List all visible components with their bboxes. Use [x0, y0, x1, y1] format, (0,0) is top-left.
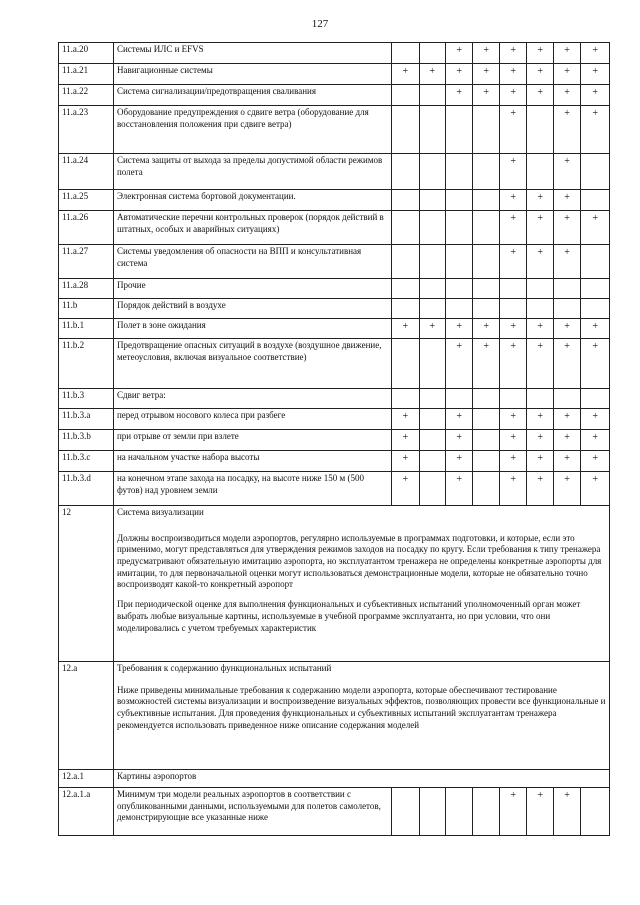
mark-cell: +: [445, 451, 472, 472]
mark-cell: +: [553, 409, 580, 430]
row-code: 11.b.3.a: [59, 409, 114, 430]
mark-cell: +: [527, 43, 553, 64]
mark-cell: [419, 430, 445, 451]
mark-cell: [419, 85, 445, 106]
mark-cell: +: [553, 339, 580, 389]
mark-cell: +: [392, 64, 419, 85]
mark-cell: +: [553, 106, 580, 154]
mark-cell: [392, 211, 419, 245]
mark-cell: +: [581, 43, 610, 64]
mark-cell: +: [473, 339, 499, 389]
mark-cell: +: [553, 472, 580, 506]
mark-cell: +: [473, 85, 499, 106]
mark-cell: [392, 389, 419, 409]
mark-cell: [527, 389, 553, 409]
table-row: [59, 430, 610, 451]
table-row: [59, 339, 610, 389]
mark-cell: [473, 409, 499, 430]
row-code: 11.b.3.d: [59, 472, 114, 506]
row-code: 11.a.28: [59, 279, 114, 299]
mark-cell: +: [527, 788, 553, 836]
mark-cell: +: [553, 451, 580, 472]
mark-cell: [419, 245, 445, 279]
row-text: Системы уведомления об опасности на ВПП и консультативная система: [113, 245, 391, 279]
mark-cell: [445, 389, 472, 409]
mark-cell: [392, 154, 419, 190]
mark-cell: +: [392, 451, 419, 472]
table-body: [59, 43, 610, 506]
row-code: 11.b.3: [59, 389, 114, 409]
mark-cell: +: [527, 211, 553, 245]
mark-cell: +: [553, 64, 580, 85]
table-row: [59, 472, 610, 506]
mark-cell: [419, 190, 445, 211]
mark-cell: +: [445, 43, 472, 64]
mark-cell: [527, 299, 553, 319]
row-code: 11.a.24: [59, 154, 114, 190]
row-text: Система сигнализации/предотвращения сваливания: [113, 85, 391, 106]
mark-cell: +: [392, 430, 419, 451]
table-row: [59, 190, 610, 211]
mark-cell: +: [392, 409, 419, 430]
mark-cell: +: [581, 430, 610, 451]
mark-cell: [392, 106, 419, 154]
row-text: Система защиты от выхода за пределы допустимой области режимов полета: [113, 154, 391, 190]
mark-cell: +: [553, 190, 580, 211]
mark-cell: [473, 279, 499, 299]
row-code: 12: [59, 506, 114, 662]
mark-cell: [581, 279, 610, 299]
mark-cell: +: [499, 451, 526, 472]
mark-cell: [581, 154, 610, 190]
mark-cell: +: [527, 430, 553, 451]
mark-cell: [473, 389, 499, 409]
mark-cell: +: [473, 64, 499, 85]
mark-cell: +: [553, 245, 580, 279]
row-code: 11.b.2: [59, 339, 114, 389]
row-text: Автоматические перечни контрольных проверок (порядок действий в штатных, особых и аварийных ситуациях): [113, 211, 391, 245]
row-code: 11.a.22: [59, 85, 114, 106]
mark-cell: [445, 279, 472, 299]
row-text: при отрыве от земли при взлете: [113, 430, 391, 451]
mark-cell: [419, 788, 445, 836]
mark-cell: [445, 299, 472, 319]
mark-cell: +: [499, 43, 526, 64]
mark-cell: +: [581, 106, 610, 154]
mark-cell: [553, 279, 580, 299]
mark-cell: [473, 430, 499, 451]
mark-cell: +: [581, 211, 610, 245]
mark-cell: [473, 154, 499, 190]
mark-cell: [553, 389, 580, 409]
mark-cell: +: [553, 319, 580, 339]
mark-cell: +: [499, 64, 526, 85]
mark-cell: +: [581, 85, 610, 106]
mark-cell: [445, 245, 472, 279]
mark-cell: [419, 154, 445, 190]
mark-cell: +: [499, 106, 526, 154]
section-12-title: Система визуализации: [116, 507, 204, 517]
mark-cell: [473, 788, 499, 836]
mark-cell: +: [499, 245, 526, 279]
mark-cell: +: [553, 788, 580, 836]
mark-cell: [473, 245, 499, 279]
mark-cell: [445, 154, 472, 190]
table-row-12a: [59, 662, 610, 770]
row-text: Минимум три модели реальных аэропортов в соответствии с опубликованными данными, используемыми для полетов самолетов, демонстрирующие все указанные ниже: [113, 788, 391, 836]
section-12-paragraph-1: Должны воспроизводиться модели аэропортов, регулярно используемые в программах подготовки, и которые, если это применимо, могут представляться для утверждения режимов заходов на посадку по кругу. Если требования к типу тренажера предусматривают обязательную имитацию аэропорта, но эксплуатантом тренажера не определены конкретные аэропорты для имитации, то для первоначальной оценки могут использоваться демонстрационные модели, которые не обязательно точно воспроизводят какой-то конкретный аэропорт: [116, 532, 602, 590]
mark-cell: +: [445, 409, 472, 430]
mark-cell: [553, 299, 580, 319]
mark-cell: +: [499, 409, 526, 430]
mark-cell: [392, 299, 419, 319]
row-code: 11.a.20: [59, 43, 114, 64]
mark-cell: +: [445, 339, 472, 389]
mark-cell: [419, 211, 445, 245]
mark-cell: [473, 211, 499, 245]
mark-cell: +: [445, 319, 472, 339]
section-12-text: [113, 506, 609, 662]
row-text: перед отрывом носового колеса при разбеге: [113, 409, 391, 430]
mark-cell: +: [499, 190, 526, 211]
mark-cell: +: [581, 409, 610, 430]
row-code: 11.b.3.b: [59, 430, 114, 451]
page-number: 127: [311, 18, 329, 30]
section-12-body: [59, 506, 610, 836]
mark-cell: [392, 279, 419, 299]
mark-cell: +: [553, 43, 580, 64]
row-code: 11.a.21: [59, 64, 114, 85]
mark-cell: [445, 106, 472, 154]
row-code: 12.a.1: [59, 770, 114, 788]
mark-cell: [392, 339, 419, 389]
mark-cell: +: [499, 339, 526, 389]
row-text: Электронная система бортовой документации.: [113, 190, 391, 211]
mark-cell: +: [473, 43, 499, 64]
mark-cell: +: [445, 430, 472, 451]
table-row: [59, 211, 610, 245]
mark-cell: [419, 279, 445, 299]
row-code: 11.b.1: [59, 319, 114, 339]
mark-cell: +: [499, 430, 526, 451]
mark-cell: +: [527, 85, 553, 106]
table-row: [59, 389, 610, 409]
mark-cell: +: [499, 788, 526, 836]
table-row: [59, 106, 610, 154]
mark-cell: +: [581, 472, 610, 506]
row-text: Навигационные системы: [113, 64, 391, 85]
mark-cell: +: [499, 85, 526, 106]
mark-cell: +: [473, 319, 499, 339]
mark-cell: +: [527, 64, 553, 85]
row-code: 11.a.25: [59, 190, 114, 211]
row-code: 12.a: [59, 662, 114, 770]
table-row: [59, 409, 610, 430]
mark-cell: +: [445, 85, 472, 106]
mark-cell: [527, 154, 553, 190]
row-text: Порядок действий в воздухе: [113, 299, 391, 319]
mark-cell: +: [392, 472, 419, 506]
mark-cell: [499, 279, 526, 299]
mark-cell: +: [419, 319, 445, 339]
row-text: Системы ИЛС и EFVS: [113, 43, 391, 64]
mark-cell: +: [499, 319, 526, 339]
table-row-12: [59, 506, 610, 662]
mark-cell: +: [553, 211, 580, 245]
mark-cell: [581, 788, 610, 836]
mark-cell: [419, 409, 445, 430]
row-text: Предотвращение опасных ситуаций в воздухе (воздушное движение, метеоусловия, включая визуальное соответствие): [113, 339, 391, 389]
mark-cell: [419, 43, 445, 64]
table-row-12a1a: [59, 788, 610, 836]
mark-cell: [581, 245, 610, 279]
mark-cell: [445, 788, 472, 836]
row-code: 11.b: [59, 299, 114, 319]
mark-cell: [445, 190, 472, 211]
mark-cell: +: [581, 64, 610, 85]
row-text: Полет в зоне ожидания: [113, 319, 391, 339]
table-row: [59, 299, 610, 319]
mark-cell: [473, 472, 499, 506]
table-row: [59, 85, 610, 106]
mark-cell: [419, 299, 445, 319]
row-code: 11.b.3.c: [59, 451, 114, 472]
table-row-12a1: [59, 770, 610, 788]
row-text: Картины аэропортов: [113, 770, 609, 788]
mark-cell: +: [445, 64, 472, 85]
row-code: 11.a.26: [59, 211, 114, 245]
table-row: [59, 154, 610, 190]
section-12a-title: Требования к содержанию функциональных испытаний: [116, 663, 332, 673]
mark-cell: [392, 788, 419, 836]
mark-cell: [473, 451, 499, 472]
mark-cell: [392, 43, 419, 64]
mark-cell: +: [499, 472, 526, 506]
mark-cell: [419, 451, 445, 472]
section-12-paragraph-2: При периодической оценке для выполнения функциональных и субъективных испытаний уполномоченный орган может выбрать любые визуальные картины, используемые в учебной программе эксплуатанта, но при условии, что они моделировались с учетом требуемых характеристик: [116, 599, 581, 633]
table-row: [59, 451, 610, 472]
mark-cell: [419, 472, 445, 506]
mark-cell: [581, 299, 610, 319]
mark-cell: +: [527, 245, 553, 279]
mark-cell: [419, 389, 445, 409]
mark-cell: +: [499, 211, 526, 245]
mark-cell: [499, 299, 526, 319]
mark-cell: [473, 106, 499, 154]
mark-cell: +: [553, 85, 580, 106]
row-code: 12.a.1.a: [59, 788, 114, 836]
mark-cell: [499, 389, 526, 409]
table-row: [59, 64, 610, 85]
row-text: Сдвиг ветра:: [113, 389, 391, 409]
mark-cell: +: [527, 451, 553, 472]
mark-cell: +: [527, 339, 553, 389]
row-text: на начальном участке набора высоты: [113, 451, 391, 472]
mark-cell: [445, 211, 472, 245]
mark-cell: +: [553, 154, 580, 190]
mark-cell: +: [419, 64, 445, 85]
row-code: 11.a.27: [59, 245, 114, 279]
mark-cell: [581, 389, 610, 409]
row-code: 11.a.23: [59, 106, 114, 154]
table-row: [59, 279, 610, 299]
mark-cell: +: [527, 472, 553, 506]
mark-cell: [473, 299, 499, 319]
mark-cell: +: [499, 154, 526, 190]
mark-cell: [527, 106, 553, 154]
mark-cell: +: [581, 339, 610, 389]
mark-cell: [419, 339, 445, 389]
mark-cell: [581, 190, 610, 211]
mark-cell: [473, 190, 499, 211]
mark-cell: +: [392, 319, 419, 339]
mark-cell: [419, 106, 445, 154]
mark-cell: +: [527, 319, 553, 339]
mark-cell: +: [553, 430, 580, 451]
row-text: на конечном этапе захода на посадку, на высоте ниже 150 м (500 футов) над уровнем земли: [113, 472, 391, 506]
table-row: [59, 245, 610, 279]
mark-cell: +: [527, 190, 553, 211]
mark-cell: +: [581, 319, 610, 339]
mark-cell: +: [527, 409, 553, 430]
row-text: Оборудование предупреждения о сдвиге ветра (оборудование для восстановления положения при сдвиге ветра): [113, 106, 391, 154]
section-12a-text: [113, 662, 609, 770]
table-row: [59, 43, 610, 64]
mark-cell: +: [581, 451, 610, 472]
row-text: Прочие: [113, 279, 391, 299]
mark-cell: [392, 85, 419, 106]
mark-cell: [392, 190, 419, 211]
requirements-table: [58, 42, 610, 836]
section-12a-paragraph-1: Ниже приведены минимальные требования к содержанию модели аэропорта, которые обеспечивают тестирование возможностей системы визуализации и воспроизведение визуальных эффектов, позволяющих провести все функциональные и субъективные испытания. Для проведения функциональных и субъективных испытаний эксплуатантам тренажера рекомендуется использовать приведенное ниже описание содержания моделей: [116, 684, 606, 730]
mark-cell: [392, 245, 419, 279]
table-row: [59, 319, 610, 339]
mark-cell: [527, 279, 553, 299]
mark-cell: +: [445, 472, 472, 506]
